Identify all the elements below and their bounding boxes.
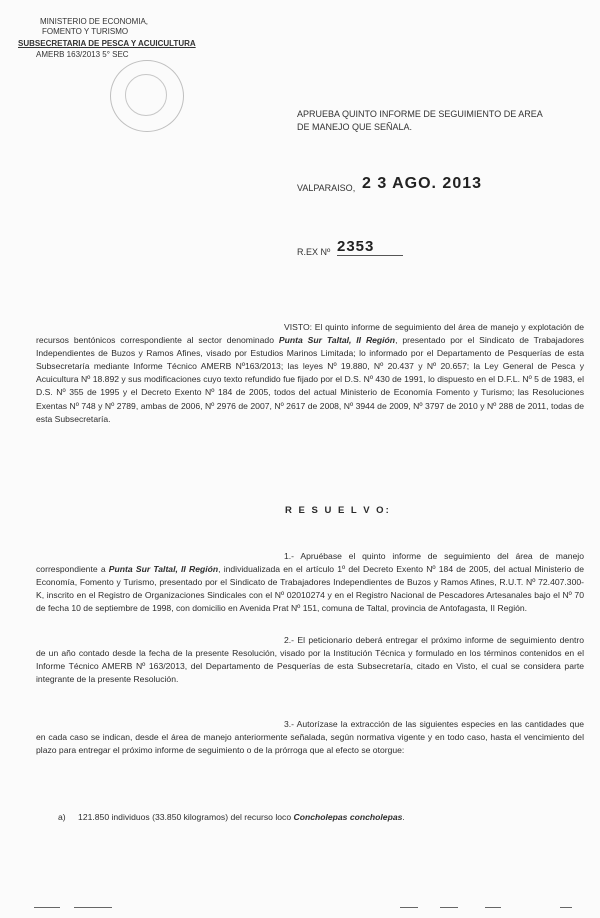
official-seal <box>110 60 184 132</box>
visto-lead: VISTO: <box>284 322 313 332</box>
visto-place: Punta Sur Taltal, II Región <box>278 335 396 346</box>
footer-rule-left <box>34 907 60 908</box>
point-2-lead: 2.- El peticionario deberá entregar el próximo informe <box>284 635 494 645</box>
subject-line-1: APRUEBA QUINTO INFORME DE SEGUIMIENTO DE AREA <box>297 109 543 119</box>
list-marker: a) <box>58 812 66 822</box>
footer-rule-left-2 <box>74 907 112 908</box>
point-2-text: de seguimiento dentro de un año contado desde la fecha de la presente Resolución, visado por la Institución Técnica y formulado en los términos contenidos en el Informe Técnico AMERB Nº 163/2013, del Departamento de Pesquerías de esta Subsecretaría, citado en Visto, el cual se considera parte integrante de la presente Resolución. <box>36 635 584 685</box>
point-3-text: las cantidades que en cada caso se indican, desde el área de manejo anteriormente señalada, según normativa vigente y en todo caso, hasta el vencimiento del plazo para entregar el próximo informe de seguimiento o de la prórroga que al efecto se otorgue: <box>36 719 585 756</box>
footer-rule-mid-2 <box>440 907 458 908</box>
list-text: 121.850 individuos (33.850 kilogramos) del recurso loco <box>78 812 294 822</box>
undersecretariat-name: SUBSECRETARIA DE PESCA Y ACUICULTURA <box>18 39 196 48</box>
resolution-label: R.EX Nº <box>297 247 331 257</box>
visto-paragraph <box>36 321 584 426</box>
ministry-name: MINISTERIO DE ECONOMIA, <box>40 17 149 26</box>
list-end: . <box>402 812 405 822</box>
reference-code: AMERB 163/2013 5° SEC <box>36 50 129 59</box>
footer-rule-right <box>485 907 501 908</box>
point-1-text: , individualizada en el artículo 1º del Decreto Exento Nº 184 de 2005, del actual Ministerio de Economía, Fomento y Turismo, presentado por el Sindicato de Trabajadores Independientes de Buzos y Ramos Afines, R.U.T. Nº 72.407.300-K, inscrito en el Registro de Organizaciones Sindicales con el Nº 02010274 y en el Registro Nacional de Pescadores Artesanales bajo el Nº 70 de fecha 10 de septiembre de 1998, con domicilio en Avenida Prat Nº 151, comuna de Taltal, provincia de Antofagasta, II Región. <box>36 564 584 614</box>
footer-rule-mid <box>400 907 418 908</box>
ministry-subtitle: FOMENTO Y TURISMO <box>42 27 129 36</box>
resolution-point-2 <box>36 634 584 686</box>
list-species: Concholepas concholepas <box>293 812 403 822</box>
resuelvo-heading: R E S U E L V O: <box>285 505 391 516</box>
resolution-number: 2353 <box>337 238 403 256</box>
resolution-point-1 <box>36 550 584 615</box>
point-1-place: Punta Sur Taltal, II Región <box>108 564 219 575</box>
resolution-date: 2 3 AGO. 2013 <box>362 175 483 192</box>
place-label: VALPARAISO, <box>297 183 356 193</box>
point-3-lead: 3.- Autorízase la extracción de las siguientes especies en <box>284 719 508 729</box>
visto-text-2: , presentado por el Sindicato de Trabajadores Independientes de Buzos y Ramos Afines, visado por Estudios Marinos Limitada; lo informado por el Departamento de Pesquerías de esta Subsecretaría mediante Informe Técnico AMERB Nº163/2013; las leyes Nº 19.880, Nº 20.437 y Nº 20.657; la Ley General de Pesca y Acuicultura Nº 18.892 y sus modificaciones cuyo texto refundido fue fijado por el D.S. Nº 430 de 1991, lo dispuesto en el D.F.L. Nº 5 de 1983, el D.S. Nº 355 de 1995 y el Decreto Exento Nº 184 de 2005, todos del actual Ministerio de Economía Fomento y Turismo; las Resoluciones Exentas Nº 748 y Nº 2789, ambas de 2006, Nº 2976 de 2007, Nº 2617 de 2008, Nº 3944 de 2009, Nº 3797 de 2010 y Nº 288 de 2011, todas de esta Subsecretaría. <box>36 335 584 424</box>
visto-text-1: El quinto informe de seguimiento del área de manejo y explotación de recursos bentónicos correspondiente al sector denominado <box>36 322 584 346</box>
point-1-lead: 1.- Apruébase el quinto informe de seguimiento del área de manejo correspondiente a <box>36 551 584 575</box>
species-list-item <box>58 811 578 823</box>
footer-rule-right-2 <box>560 907 572 908</box>
subject-line-2: DE MANEJO QUE SEÑALA. <box>297 122 413 132</box>
resolution-point-3 <box>36 718 584 757</box>
